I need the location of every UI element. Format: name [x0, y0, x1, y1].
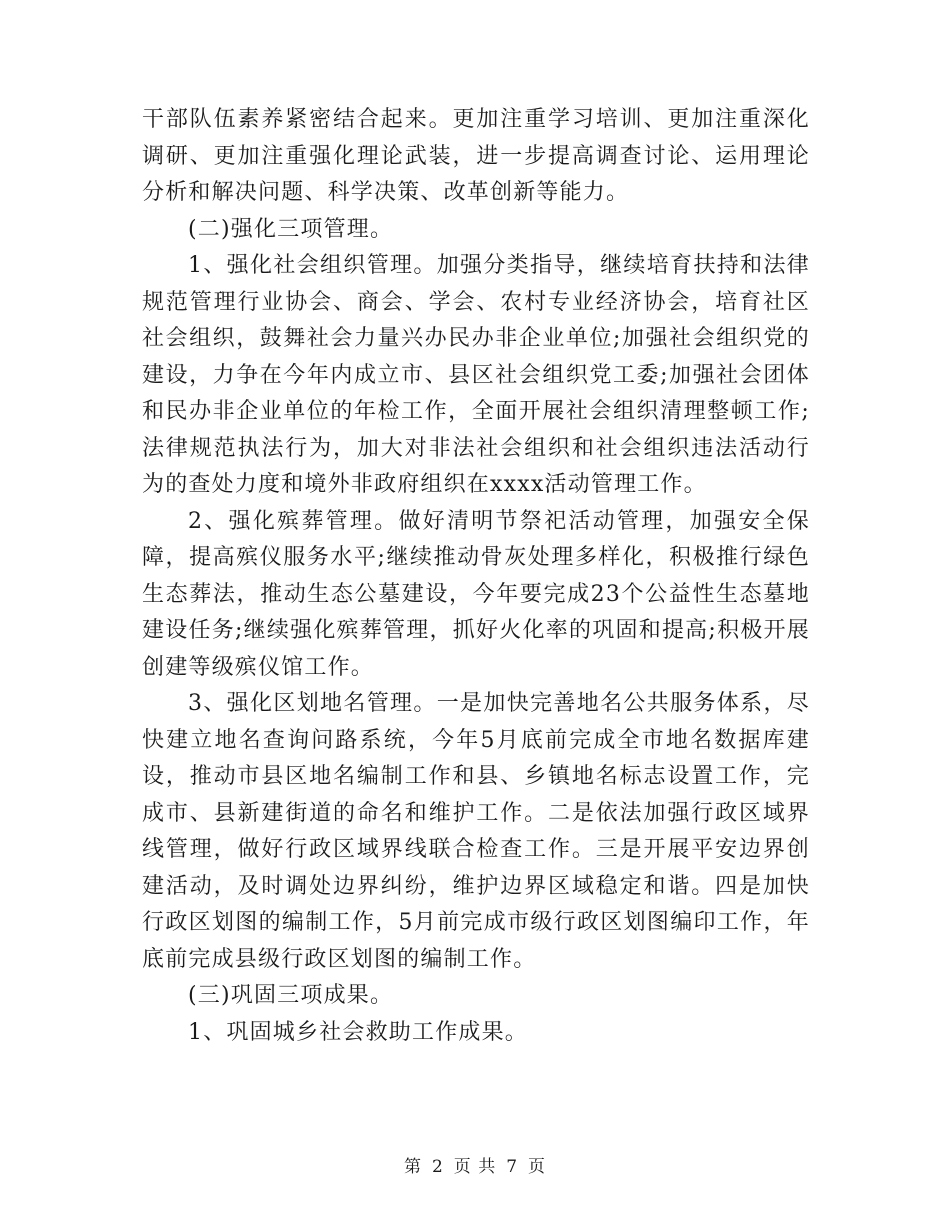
paragraph-continuation: 干部队伍素养紧密结合起来。更加注重学习培训、更加注重深化调研、更加注重强化理论武装，进一步提高调查讨论、运用理论分析和解决问题、科学决策、改革创新等能力。	[142, 107, 810, 205]
section-heading-3: (三)巩固三项成果。	[188, 983, 394, 1008]
page-footer	[0, 1152, 950, 1177]
paragraph-social-org: 1、强化社会组织管理。加强分类指导，继续培育扶持和法律规范管理行业协会、商会、学会、农村专业经济协会，培育社区社会组织，鼓舞社会力量兴办民办非企业单位;加强社会组织党的建设，力争在今年内成立市、县区社会组织党工委;加强社会团体和民办非企业单位的年检工作，全面开展社会组织清理整顿工作;法律规范执法行为，加大对非法社会组织和社会组织违法活动行为的查处力度和境外非政府组织在xxxx活动管理工作。	[142, 253, 810, 497]
paragraph-placename: 3、强化区划地名管理。一是加快完善地名公共服务体系，尽快建立地名查询问路系统，今年5月底前完成全市地名数据库建设，推动市县区地名编制工作和县、乡镇地名标志设置工作，完成市、县新建街道的命名和维护工作。二是依法加强行政区域界线管理，做好行政区域界线联合检查工作。三是开展平安边界创建活动，及时调处边界纠纷，维护边界区域稳定和谐。四是加快行政区划图的编制工作，5月前完成市级行政区划图编印工作，年底前完成县级行政区划图的编制工作。	[142, 691, 810, 972]
footer-current-page: 2	[431, 1157, 444, 1177]
document-body	[142, 102, 810, 1051]
footer-prefix: 第	[403, 1157, 422, 1177]
footer-middle: 页 共	[453, 1157, 497, 1177]
footer-total-pages: 7	[506, 1157, 519, 1177]
section-heading-2: (二)强化三项管理。	[188, 216, 394, 242]
footer-suffix: 页	[528, 1157, 547, 1177]
paragraph-social-relief: 1、巩固城乡社会救助工作成果。	[188, 1019, 528, 1045]
paragraph-funeral: 2、强化殡葬管理。做好清明节祭祀活动管理，加强安全保障，提高殡仪服务水平;继续推动骨灰处理多样化，积极推行绿色生态葬法，推动生态公墓建设，今年要完成23个公益性生态墓地建设任务;继续强化殡葬管理，抓好火化率的巩固和提高;积极开展创建等级殡仪馆工作。	[142, 508, 810, 680]
